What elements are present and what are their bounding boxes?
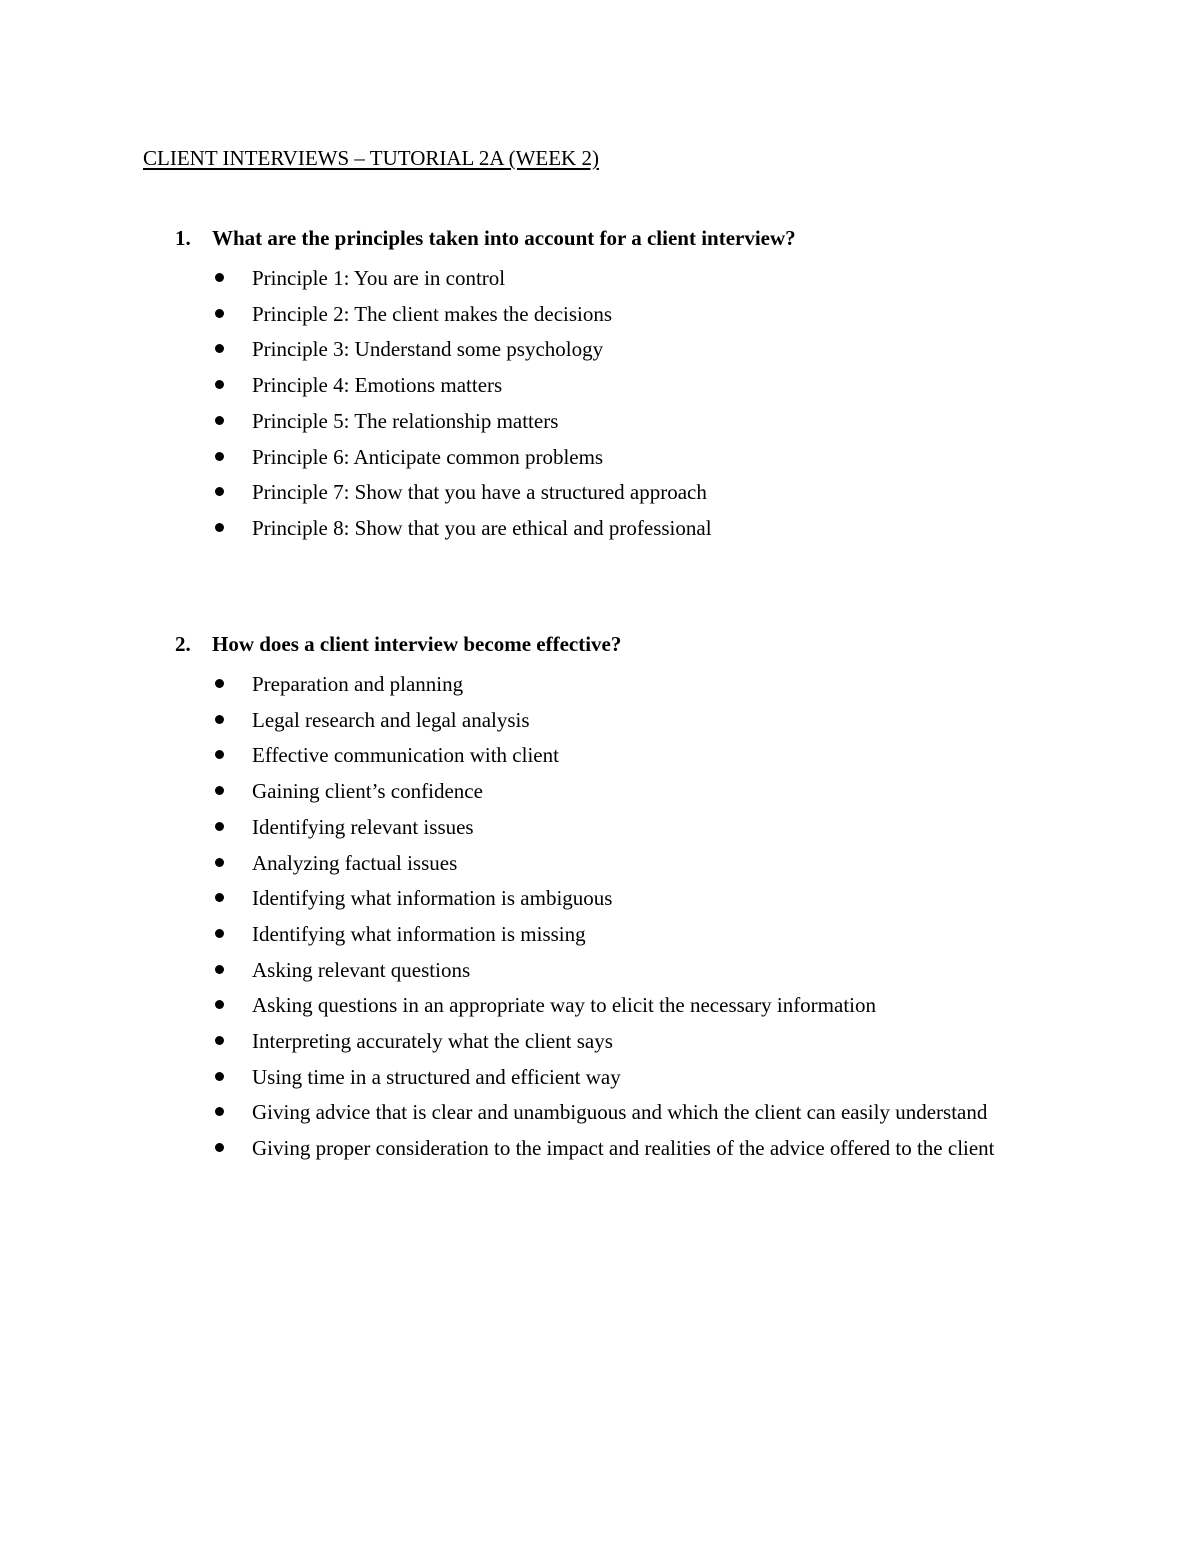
list-item-text: Principle 2: The client makes the decisions bbox=[252, 301, 613, 326]
bullet-icon bbox=[215, 679, 224, 688]
bullet-icon bbox=[215, 715, 224, 724]
list-item bbox=[213, 472, 1058, 513]
bullet-icon bbox=[215, 452, 224, 461]
document-title: CLIENT INTERVIEWS – TUTORIAL 2A (WEEK 2) bbox=[143, 146, 599, 170]
bullet-icon bbox=[215, 750, 224, 759]
question-2-answer-list bbox=[213, 669, 1058, 1169]
bullet-icon bbox=[215, 1036, 224, 1045]
list-item-text: Identifying what information is ambiguous bbox=[252, 886, 613, 911]
list-item-text: Principle 4: Emotions matters bbox=[252, 373, 503, 398]
list-item-text: Legal research and legal analysis bbox=[252, 707, 530, 732]
list-item bbox=[213, 735, 1058, 776]
list-item bbox=[213, 294, 1058, 335]
list-item bbox=[213, 771, 1058, 812]
list-item-text: Analyzing factual issues bbox=[252, 850, 458, 875]
question-number: 2. bbox=[175, 632, 191, 656]
bullet-icon bbox=[215, 1000, 224, 1009]
question-1-answer-list bbox=[213, 263, 1058, 549]
list-item-text: Principle 3: Understand some psychology bbox=[252, 337, 604, 362]
list-item-text: Effective communication with client bbox=[252, 743, 559, 768]
list-item bbox=[213, 508, 1058, 549]
list-item bbox=[213, 1092, 1058, 1133]
list-item-text: Asking questions in an appropriate way to elicit the necessary information bbox=[252, 993, 877, 1018]
bullet-icon bbox=[215, 1072, 224, 1081]
list-item-text: Principle 5: The relationship matters bbox=[252, 408, 559, 433]
question-number: 1. bbox=[175, 226, 191, 250]
list-item bbox=[213, 700, 1058, 741]
list-item-text: Giving advice that is clear and unambiguous and which the client can easily understand bbox=[252, 1100, 988, 1125]
list-item-text: Using time in a structured and efficient way bbox=[252, 1064, 621, 1089]
bullet-icon bbox=[215, 893, 224, 902]
list-item bbox=[213, 258, 1058, 299]
list-item-text: Principle 8: Show that you are ethical and professional bbox=[252, 515, 712, 540]
bullet-icon bbox=[215, 965, 224, 974]
list-item-text: Interpreting accurately what the client says bbox=[252, 1029, 613, 1054]
bullet-icon bbox=[215, 487, 224, 496]
list-item-text: Principle 6: Anticipate common problems bbox=[252, 444, 604, 469]
question-1 bbox=[175, 223, 1075, 253]
question-2 bbox=[175, 629, 1075, 659]
bullet-icon bbox=[215, 344, 224, 353]
bullet-icon bbox=[215, 523, 224, 532]
bullet-icon bbox=[215, 822, 224, 831]
list-item bbox=[213, 807, 1058, 848]
list-item-text: Identifying what information is missing bbox=[252, 921, 586, 946]
list-item-text: Gaining client’s confidence bbox=[252, 779, 483, 804]
bullet-icon bbox=[215, 273, 224, 282]
list-item bbox=[213, 950, 1058, 991]
bullet-icon bbox=[215, 416, 224, 425]
list-item bbox=[213, 401, 1058, 442]
list-item bbox=[213, 1021, 1058, 1062]
list-item bbox=[213, 1128, 1058, 1169]
list-item-text: Preparation and planning bbox=[252, 672, 464, 696]
list-item bbox=[213, 1057, 1058, 1098]
question-text: What are the principles taken into account for a client interview? bbox=[212, 226, 796, 250]
list-item-text: Giving proper consideration to the impact and realities of the advice offered to the client bbox=[252, 1136, 995, 1161]
bullet-icon bbox=[215, 380, 224, 389]
bullet-icon bbox=[215, 1107, 224, 1116]
list-item bbox=[213, 914, 1058, 955]
list-item bbox=[213, 365, 1058, 406]
list-item bbox=[213, 664, 1058, 705]
list-item bbox=[213, 985, 1058, 1026]
bullet-icon bbox=[215, 929, 224, 938]
bullet-icon bbox=[215, 309, 224, 318]
bullet-icon bbox=[215, 786, 224, 795]
bullet-icon bbox=[215, 1143, 224, 1152]
list-item-text: Asking relevant questions bbox=[252, 957, 471, 982]
list-item bbox=[213, 878, 1058, 919]
list-item-text: Principle 7: Show that you have a structured approach bbox=[252, 480, 707, 505]
bullet-icon bbox=[215, 858, 224, 867]
list-item-text: Identifying relevant issues bbox=[252, 814, 474, 839]
question-text: How does a client interview become effective? bbox=[212, 632, 622, 656]
list-item-text: Principle 1: You are in control bbox=[252, 266, 506, 290]
list-item bbox=[213, 843, 1058, 884]
list-item bbox=[213, 437, 1058, 478]
list-item bbox=[213, 329, 1058, 370]
